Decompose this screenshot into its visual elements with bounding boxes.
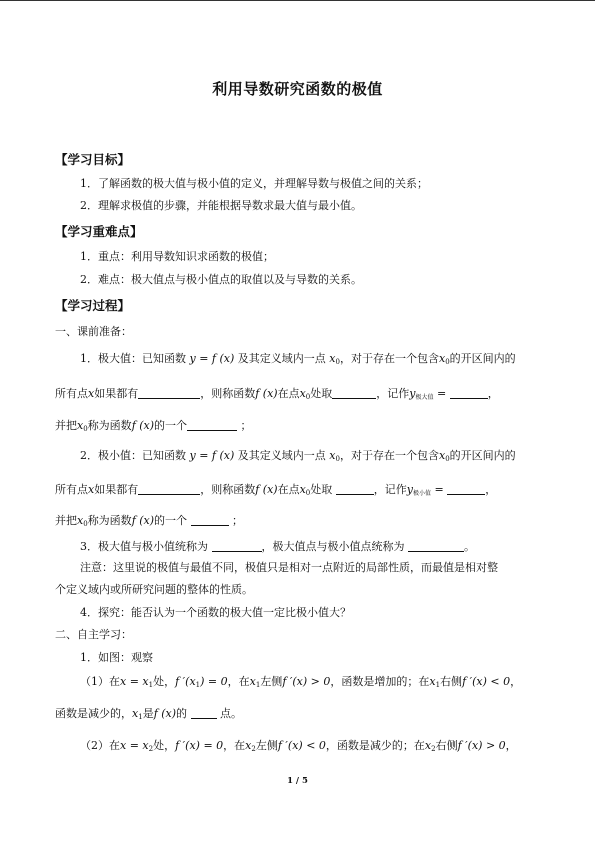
key-item-1: 1．重点：利用导数知识求函数的极值；	[80, 250, 274, 263]
part2-heading: 二、自主学习：	[55, 628, 132, 641]
blank-max-condition	[138, 387, 200, 399]
observation-2-line1: （2）在$x = x_2$处，f ′(x) = 0，在$x_2$左侧f ′(x) < 0，函数是减少的；在$x_2$右侧f ′(x) > 0，	[80, 739, 517, 753]
min-def-line2: 所有点x如果都有 ，则称函数f (x)在点$x_0$处取 ，记作y极小值 = ，	[55, 483, 497, 497]
function-y-fx: y = f (x)	[189, 352, 235, 365]
blank-min-value	[447, 483, 485, 495]
note-line-1: 注意：这里说的极值与最值不同，极值只是相对一点附近的局部性质，而最值是相对整	[80, 561, 498, 574]
max-def-line1: 1．极大值：已知函数 y = f (x) 及其定义域内一点 $x_0$，对于存在一个包含$x_0$的开区间内的	[80, 352, 516, 366]
observation-1-line2: 函数是减少的，$x_1$是f (x)的 点。	[55, 707, 243, 721]
blank-extremum-point	[408, 540, 464, 552]
blank-extremum	[212, 540, 262, 552]
page-title: 利用导数研究函数的极值	[212, 80, 383, 98]
blank-max-take	[332, 387, 376, 399]
blank-min-take	[336, 483, 374, 495]
max-def-line3: 并把$x_0$称为函数f (x)的一个 ；	[55, 419, 252, 433]
blank-obs1-point	[191, 707, 217, 719]
part1-heading: 一、课前准备：	[55, 325, 132, 338]
heading-goals: 【学习目标】	[55, 152, 131, 167]
observation-1-line1: （1）在$x = x_1$处，f $'(x_1) = 0$，在$x_1$左侧f ′(x) > 0，函数是增加的；在$x_1$右侧f ′(x) < 0，	[80, 675, 522, 689]
x0-symbol: $x_0$	[329, 352, 340, 366]
blank-max-point	[187, 419, 237, 431]
page-number: 1 / 5	[287, 776, 308, 786]
goal-item-1: 1．了解函数的极大值与极小值的定义，并理解导数与极值之间的关系；	[80, 177, 428, 190]
max-def-line2: 所有点x如果都有 ，则称函数f (x)在点$x_0$处取 ，记作y极大值 = ，	[55, 387, 499, 401]
observe-line: 1．如图：观察	[80, 651, 153, 664]
heading-key-points: 【学习重难点】	[55, 224, 143, 239]
heading-process: 【学习过程】	[55, 298, 131, 313]
key-item-2: 2．难点：极大值点与极小值点的取值以及与导数的关系。	[80, 273, 362, 286]
min-def-line1: 2．极小值：已知函数 y = f (x) 及其定义域内一点 $x_0$，对于存在一个包含$x_0$的开区间内的	[80, 449, 516, 463]
blank-min-condition	[138, 483, 200, 495]
goal-item-2: 2．理解求极值的步骤，并能根据导数求最大值与最小值。	[80, 199, 362, 212]
explore-question: 4．探究：能否认为一个函数的极大值一定比极小值大？	[80, 606, 351, 619]
blank-min-point	[191, 514, 229, 526]
note-line-2: 个定义域内或所研究问题的整体的性质。	[55, 583, 253, 596]
blank-max-value	[450, 387, 488, 399]
extremum-terms-line: 3．极大值与极小值统称为 ，极大值点与极小值点统称为 。	[80, 540, 475, 553]
min-def-line3: 并把$x_0$称为函数f (x)的一个 ；	[55, 514, 244, 528]
